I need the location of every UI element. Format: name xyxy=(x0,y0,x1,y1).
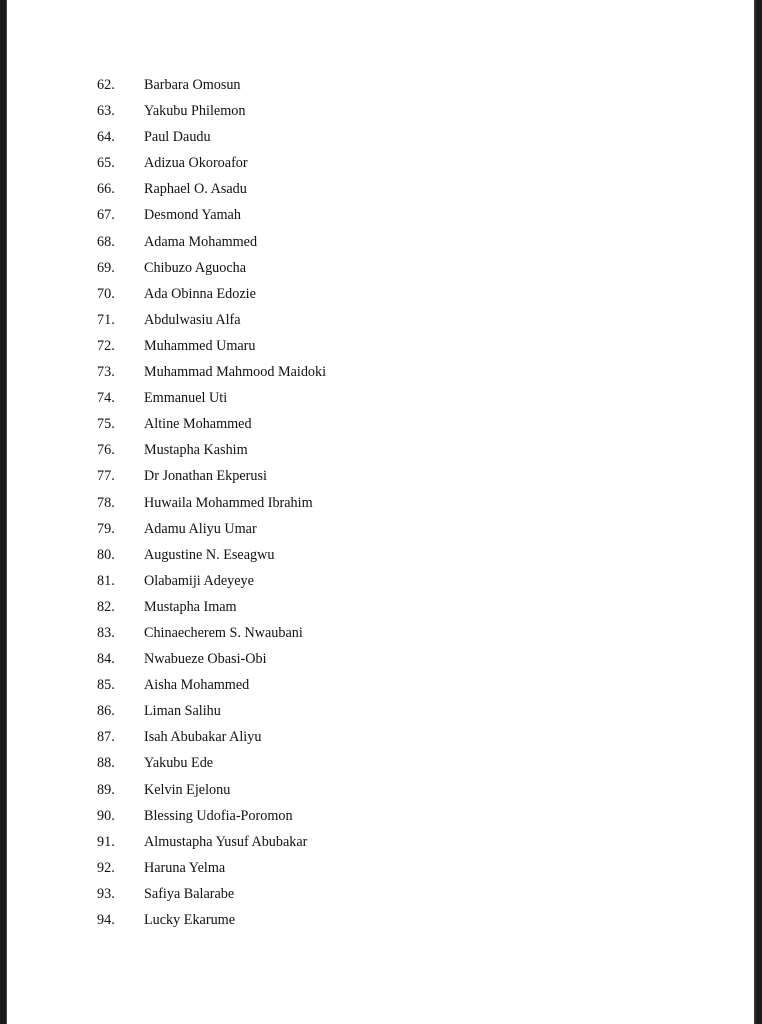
item-name: Dr Jonathan Ekperusi xyxy=(144,468,267,485)
list-item xyxy=(7,910,754,936)
item-name: Muhammed Umaru xyxy=(144,337,256,354)
item-number: 66. xyxy=(97,181,115,198)
item-name: Augustine N. Eseagwu xyxy=(144,546,275,563)
list-item xyxy=(7,153,754,179)
item-name: Abdulwasiu Alfa xyxy=(144,311,241,328)
item-name: Barbara Omosun xyxy=(144,77,241,93)
item-name: Blessing Udofia-Poromon xyxy=(144,807,293,824)
item-number: 68. xyxy=(97,233,115,250)
item-number: 69. xyxy=(97,259,115,276)
list-item xyxy=(7,597,754,623)
item-number: 89. xyxy=(97,781,115,798)
list-item xyxy=(7,780,754,806)
item-number: 63. xyxy=(97,103,115,120)
item-number: 86. xyxy=(97,703,115,720)
item-name: Yakubu Ede xyxy=(144,755,214,772)
item-name: Aisha Mohammed xyxy=(144,677,250,694)
list-item xyxy=(7,414,754,440)
item-name: Paul Daudu xyxy=(144,129,211,146)
item-name: Adamu Aliyu Umar xyxy=(144,520,257,537)
item-number: 62. xyxy=(97,77,115,93)
list-item xyxy=(7,232,754,258)
item-number: 84. xyxy=(97,651,115,668)
list-item xyxy=(7,832,754,858)
list-item xyxy=(7,179,754,205)
item-number: 94. xyxy=(97,912,115,928)
list-item xyxy=(7,258,754,284)
list-item xyxy=(7,727,754,753)
item-number: 85. xyxy=(97,677,115,694)
item-name: Huwaila Mohammed Ibrahim xyxy=(144,494,313,511)
item-name: Desmond Yamah xyxy=(144,207,241,224)
item-name: Mustapha Imam xyxy=(144,598,237,615)
item-number: 79. xyxy=(97,520,115,537)
item-number: 64. xyxy=(97,129,115,146)
item-name: Haruna Yelma xyxy=(144,859,226,876)
item-name: Emmanuel Uti xyxy=(144,390,228,407)
item-name: Olabamiji Adeyeye xyxy=(144,572,254,589)
list-item xyxy=(7,388,754,414)
list-item xyxy=(7,571,754,597)
item-number: 76. xyxy=(97,442,115,459)
item-number: 65. xyxy=(97,155,115,172)
item-name: Yakubu Philemon xyxy=(144,103,246,120)
item-number: 70. xyxy=(97,285,115,302)
item-number: 90. xyxy=(97,807,115,824)
list-item xyxy=(7,623,754,649)
list-item xyxy=(7,675,754,701)
list-item xyxy=(7,336,754,362)
item-number: 73. xyxy=(97,364,115,381)
item-name: Nwabueze Obasi-Obi xyxy=(144,651,267,668)
list-item xyxy=(7,753,754,779)
list-item xyxy=(7,75,754,101)
item-number: 75. xyxy=(97,416,115,433)
list-item xyxy=(7,545,754,571)
item-number: 87. xyxy=(97,729,115,746)
item-name: Adama Mohammed xyxy=(144,233,258,250)
list-item xyxy=(7,310,754,336)
list-item xyxy=(7,519,754,545)
item-number: 88. xyxy=(97,755,115,772)
item-number: 77. xyxy=(97,468,115,485)
item-name: Altine Mohammed xyxy=(144,416,252,433)
item-number: 92. xyxy=(97,859,115,876)
item-name: Liman Salihu xyxy=(144,703,221,720)
item-number: 82. xyxy=(97,598,115,615)
list-item xyxy=(7,101,754,127)
document-page xyxy=(6,0,756,1024)
item-name: Isah Abubakar Aliyu xyxy=(144,729,262,746)
item-number: 80. xyxy=(97,546,115,563)
item-number: 81. xyxy=(97,572,115,589)
list-item xyxy=(7,362,754,388)
item-name: Kelvin Ejelonu xyxy=(144,781,231,798)
item-number: 78. xyxy=(97,494,115,511)
item-name: Chibuzo Aguocha xyxy=(144,259,247,276)
list-item xyxy=(7,806,754,832)
name-list xyxy=(7,75,754,936)
list-item xyxy=(7,440,754,466)
list-item xyxy=(7,858,754,884)
list-item xyxy=(7,127,754,153)
item-name: Adizua Okoroafor xyxy=(144,155,248,172)
item-name: Mustapha Kashim xyxy=(144,442,248,459)
item-name: Ada Obinna Edozie xyxy=(144,285,256,302)
item-name: Chinaecherem S. Nwaubani xyxy=(144,624,303,641)
item-number: 83. xyxy=(97,624,115,641)
item-name: Almustapha Yusuf Abubakar xyxy=(144,833,308,850)
item-name: Raphael O. Asadu xyxy=(144,181,247,198)
list-item xyxy=(7,884,754,910)
item-number: 72. xyxy=(97,337,115,354)
item-name: Muhammad Mahmood Maidoki xyxy=(144,364,327,381)
list-item xyxy=(7,701,754,727)
list-item xyxy=(7,284,754,310)
item-number: 93. xyxy=(97,885,115,902)
item-name: Lucky Ekarume xyxy=(144,912,235,928)
list-item xyxy=(7,205,754,231)
item-number: 91. xyxy=(97,833,115,850)
list-item xyxy=(7,466,754,492)
item-name: Safiya Balarabe xyxy=(144,885,235,902)
item-number: 67. xyxy=(97,207,115,224)
list-item xyxy=(7,493,754,519)
item-number: 74. xyxy=(97,390,115,407)
item-number: 71. xyxy=(97,311,115,328)
list-item xyxy=(7,649,754,675)
